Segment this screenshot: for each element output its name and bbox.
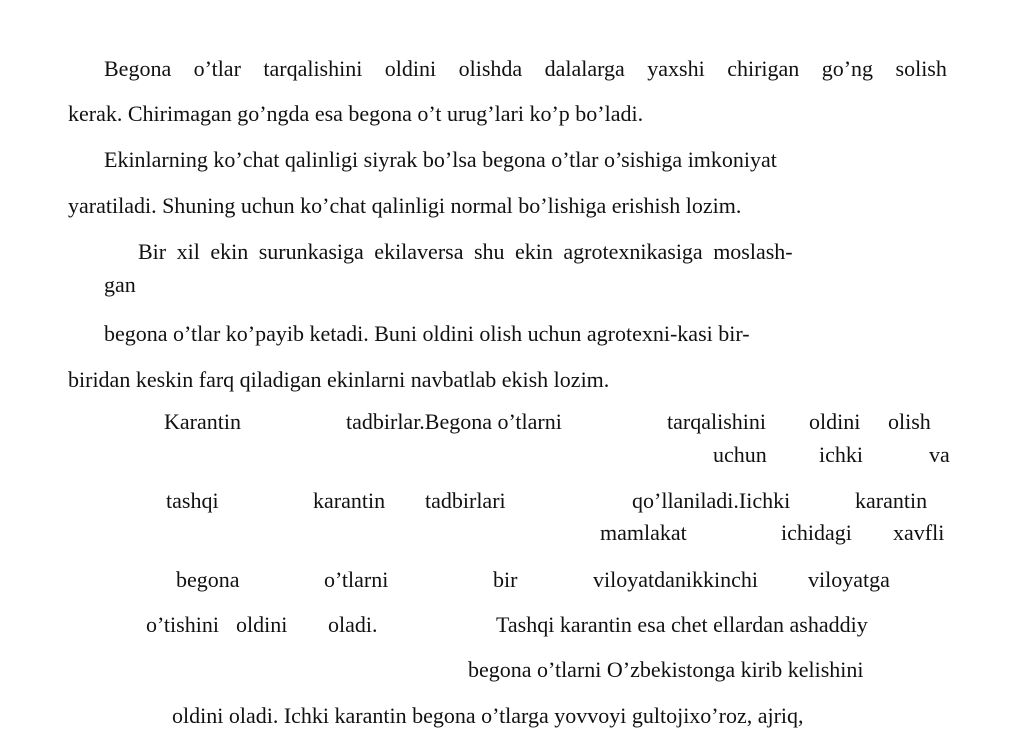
table-word: oladi. [328, 612, 378, 637]
table-word: tadbirlari [425, 488, 506, 513]
table-word: karantin [313, 488, 386, 513]
word: oldini [384, 56, 437, 81]
table-word: xavfli [893, 520, 945, 545]
table-word: uchun [713, 442, 767, 467]
word: go’ng [821, 56, 874, 81]
table-word: olish [888, 409, 931, 434]
paragraph-2-line-1: Ekinlarning ko’chat qalinligi siyrak bo’lsa begona o’tlar o’sishiga imkoniyat [104, 147, 777, 172]
word: olishda [458, 56, 523, 81]
table-word: oldini [236, 612, 288, 637]
word: dalalarga [544, 56, 625, 81]
word: solish [895, 56, 947, 81]
paragraph-3-line-1: Bir xil ekin surunkasiga ekilaversa shu ekin agrotexnikasiga moslash- [138, 239, 793, 264]
table-word: va [929, 442, 950, 467]
word: o’tlar [193, 56, 241, 81]
table-word: begona [176, 567, 240, 592]
table-line: begona o’tlarni O’zbekistonga kirib kelishini [468, 657, 864, 682]
table-word: oldini [809, 409, 861, 434]
paragraph-1-line-2: kerak. Chirimagan go’ngda esa begona o’t urug’lari ko’p bo’ladi. [68, 101, 644, 126]
word: chirigan [727, 56, 800, 81]
table-word: ichidagi [781, 520, 852, 545]
table-word: Tashqi karantin esa chet ellardan ashaddiy [496, 612, 868, 637]
paragraph-3-line-4: biridan keskin farq qiladigan ekinlarni navbatlab ekish lozim. [68, 367, 610, 392]
table-word: karantin [855, 488, 928, 513]
table-word: tashqi [166, 488, 219, 513]
table-word: mamlakat [600, 520, 687, 545]
word: Begona [104, 56, 172, 81]
table-line: oldini oladi. Ichki karantin begona o’tlarga yovvoyi gultojixo’roz, ajriq, [172, 703, 804, 728]
table-word: o’tishini [146, 612, 219, 637]
table-word: tadbirlar.Begona o’tlarni [346, 409, 562, 434]
table-word: o’tlarni [324, 567, 389, 592]
table-word: bir [493, 567, 518, 592]
paragraph-3-line-2: gan [104, 272, 136, 297]
table-word: viloyatdanikkinchi [593, 567, 758, 592]
table-word: Karantin [164, 409, 241, 434]
table-word: ichki [819, 442, 863, 467]
paragraph-3-line-3: begona o’tlar ko’payib ketadi. Buni oldini olish uchun agrotexni-kasi bir- [104, 321, 750, 346]
paragraph-2-line-2: yaratiladi. Shuning uchun ko’chat qalinligi normal bo’lishiga erishish lozim. [68, 193, 742, 218]
paragraph-1-line-1 [104, 56, 947, 82]
table-word: qo’llaniladi.Iichki [632, 488, 791, 513]
word: tarqalishini [263, 56, 363, 81]
table-word: tarqalishini [667, 409, 766, 434]
word: yaxshi [647, 56, 705, 81]
table-word: viloyatga [808, 567, 890, 592]
